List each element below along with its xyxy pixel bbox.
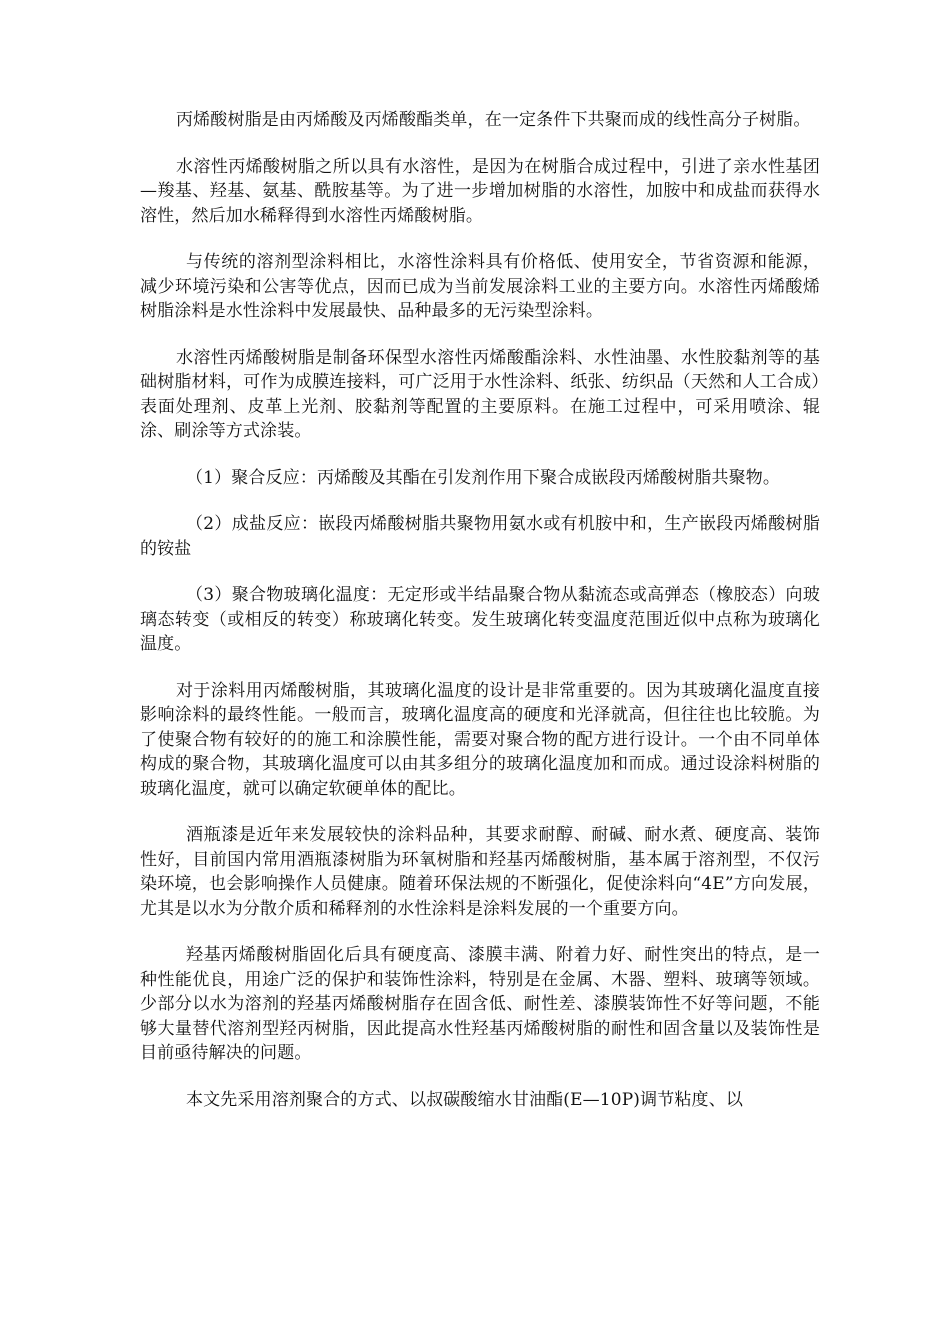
paragraph-salt-formation: （2）成盐反应：嵌段丙烯酸树脂共聚物用氨水或有机胺中和，生产嵌段丙烯酸树脂的铵盐 [140,514,820,559]
paragraph-applications: 水溶性丙烯酸树脂是制备环保型水溶性丙烯酸酯涂料、水性油墨、水性胶黏剂等的基础树脂材料，可作为成膜连接料，可广泛用于水性涂料、纸张、纺织品（天然和人工合成）表面处理剂、皮革上光剂、胶黏剂等配置的主要原料。在施工过程中，可采用喷涂、辊涂、刷涂等方式涂装。 [140,347,820,441]
paragraph-acrylic-definition: 丙烯酸树脂是由丙烯酸及丙烯酸酯类单，在一定条件下共聚而成的线性高分子树脂。 [176,110,811,130]
paragraph-tg-design: 对于涂料用丙烯酸树脂，其玻璃化温度的设计是非常重要的。因为其玻璃化温度直接影响涂料的最终性能。一般而言，玻璃化温度高的硬度和光泽就高，但往往也比较脆。为了使聚合物有较好的的施工和涂膜性能，需要对聚合物的配方进行设计。一个由不同单体构成的聚合物，其玻璃化温度可以由其多组分的玻璃化温度加和而成。通过设涂料树脂的玻璃化温度，就可以确定软硬单体的配比。 [140,680,820,799]
paragraph-hydroxy-acrylic: 羟基丙烯酸树脂固化后具有硬度高、漆膜丰满、附着力好、耐性突出的特点，是一种性能优良，用途广泛的保护和装饰性涂料，特别是在金属、木器、塑料、玻璃等领域。少部分以水为溶剂的羟基丙烯酸树脂存在固含低、耐性差、漆膜装饰性不好等问题，不能够大量替代溶剂型羟丙树脂，因此提高水性羟基丙烯酸树脂的耐性和固含量以及装饰性是目前亟待解决的问题。 [140,945,820,1063]
paragraph-glass-transition: （3）聚合物玻璃化温度：无定形或半结晶聚合物从黏流态或高弹态（橡胶态）向玻璃态转变（或相反的转变）称玻璃化转变。发生玻璃化转变温度范围近似中点称为玻璃化温度。 [140,585,820,654]
paragraph-bottle-paint: 酒瓶漆是近年来发展较快的涂料品种，其要求耐醇、耐碱、耐水煮、硬度高、装饰性好，目前国内常用酒瓶漆树脂为环氧树脂和羟基丙烯酸树脂，基本属于溶剂型，不仅污染环境，也会影响操作人员健康。随着环保法规的不断强化，促使涂料向“4E”方向发展，尤其是以水为分散介质和稀释剂的水性涂料是涂料发展的一个重要方向。 [140,825,820,919]
paragraph-water-solubility-reason: 水溶性丙烯酸树脂之所以具有水溶性，是因为在树脂合成过程中，引进了亲水性基团—羧基、羟基、氨基、酰胺基等。为了进一步增加树脂的水溶性，加胺中和成盐而获得水溶性，然后加水稀释得到水溶性丙烯酸树脂。 [140,156,820,226]
document-body [140,108,820,1134]
paragraph-advantages: 与传统的溶剂型涂料相比，水溶性涂料具有价格低、使用安全，节省资源和能源，减少环境污染和公害等优点，因而已成为当前发展涂料工业的主要方向。水溶性丙烯酸烯树脂涂料是水性涂料中发展最快、品种最多的无污染型涂料。 [140,252,820,321]
paragraph-method-intro: 本文先采用溶剂聚合的方式、以叔碳酸缩水甘油酯(E—10P)调节粘度、以 [186,1089,743,1110]
paragraph-polymerization: （1）聚合反应：丙烯酸及其酯在引发剂作用下聚合成嵌段丙烯酸树脂共聚物。 [186,467,781,488]
